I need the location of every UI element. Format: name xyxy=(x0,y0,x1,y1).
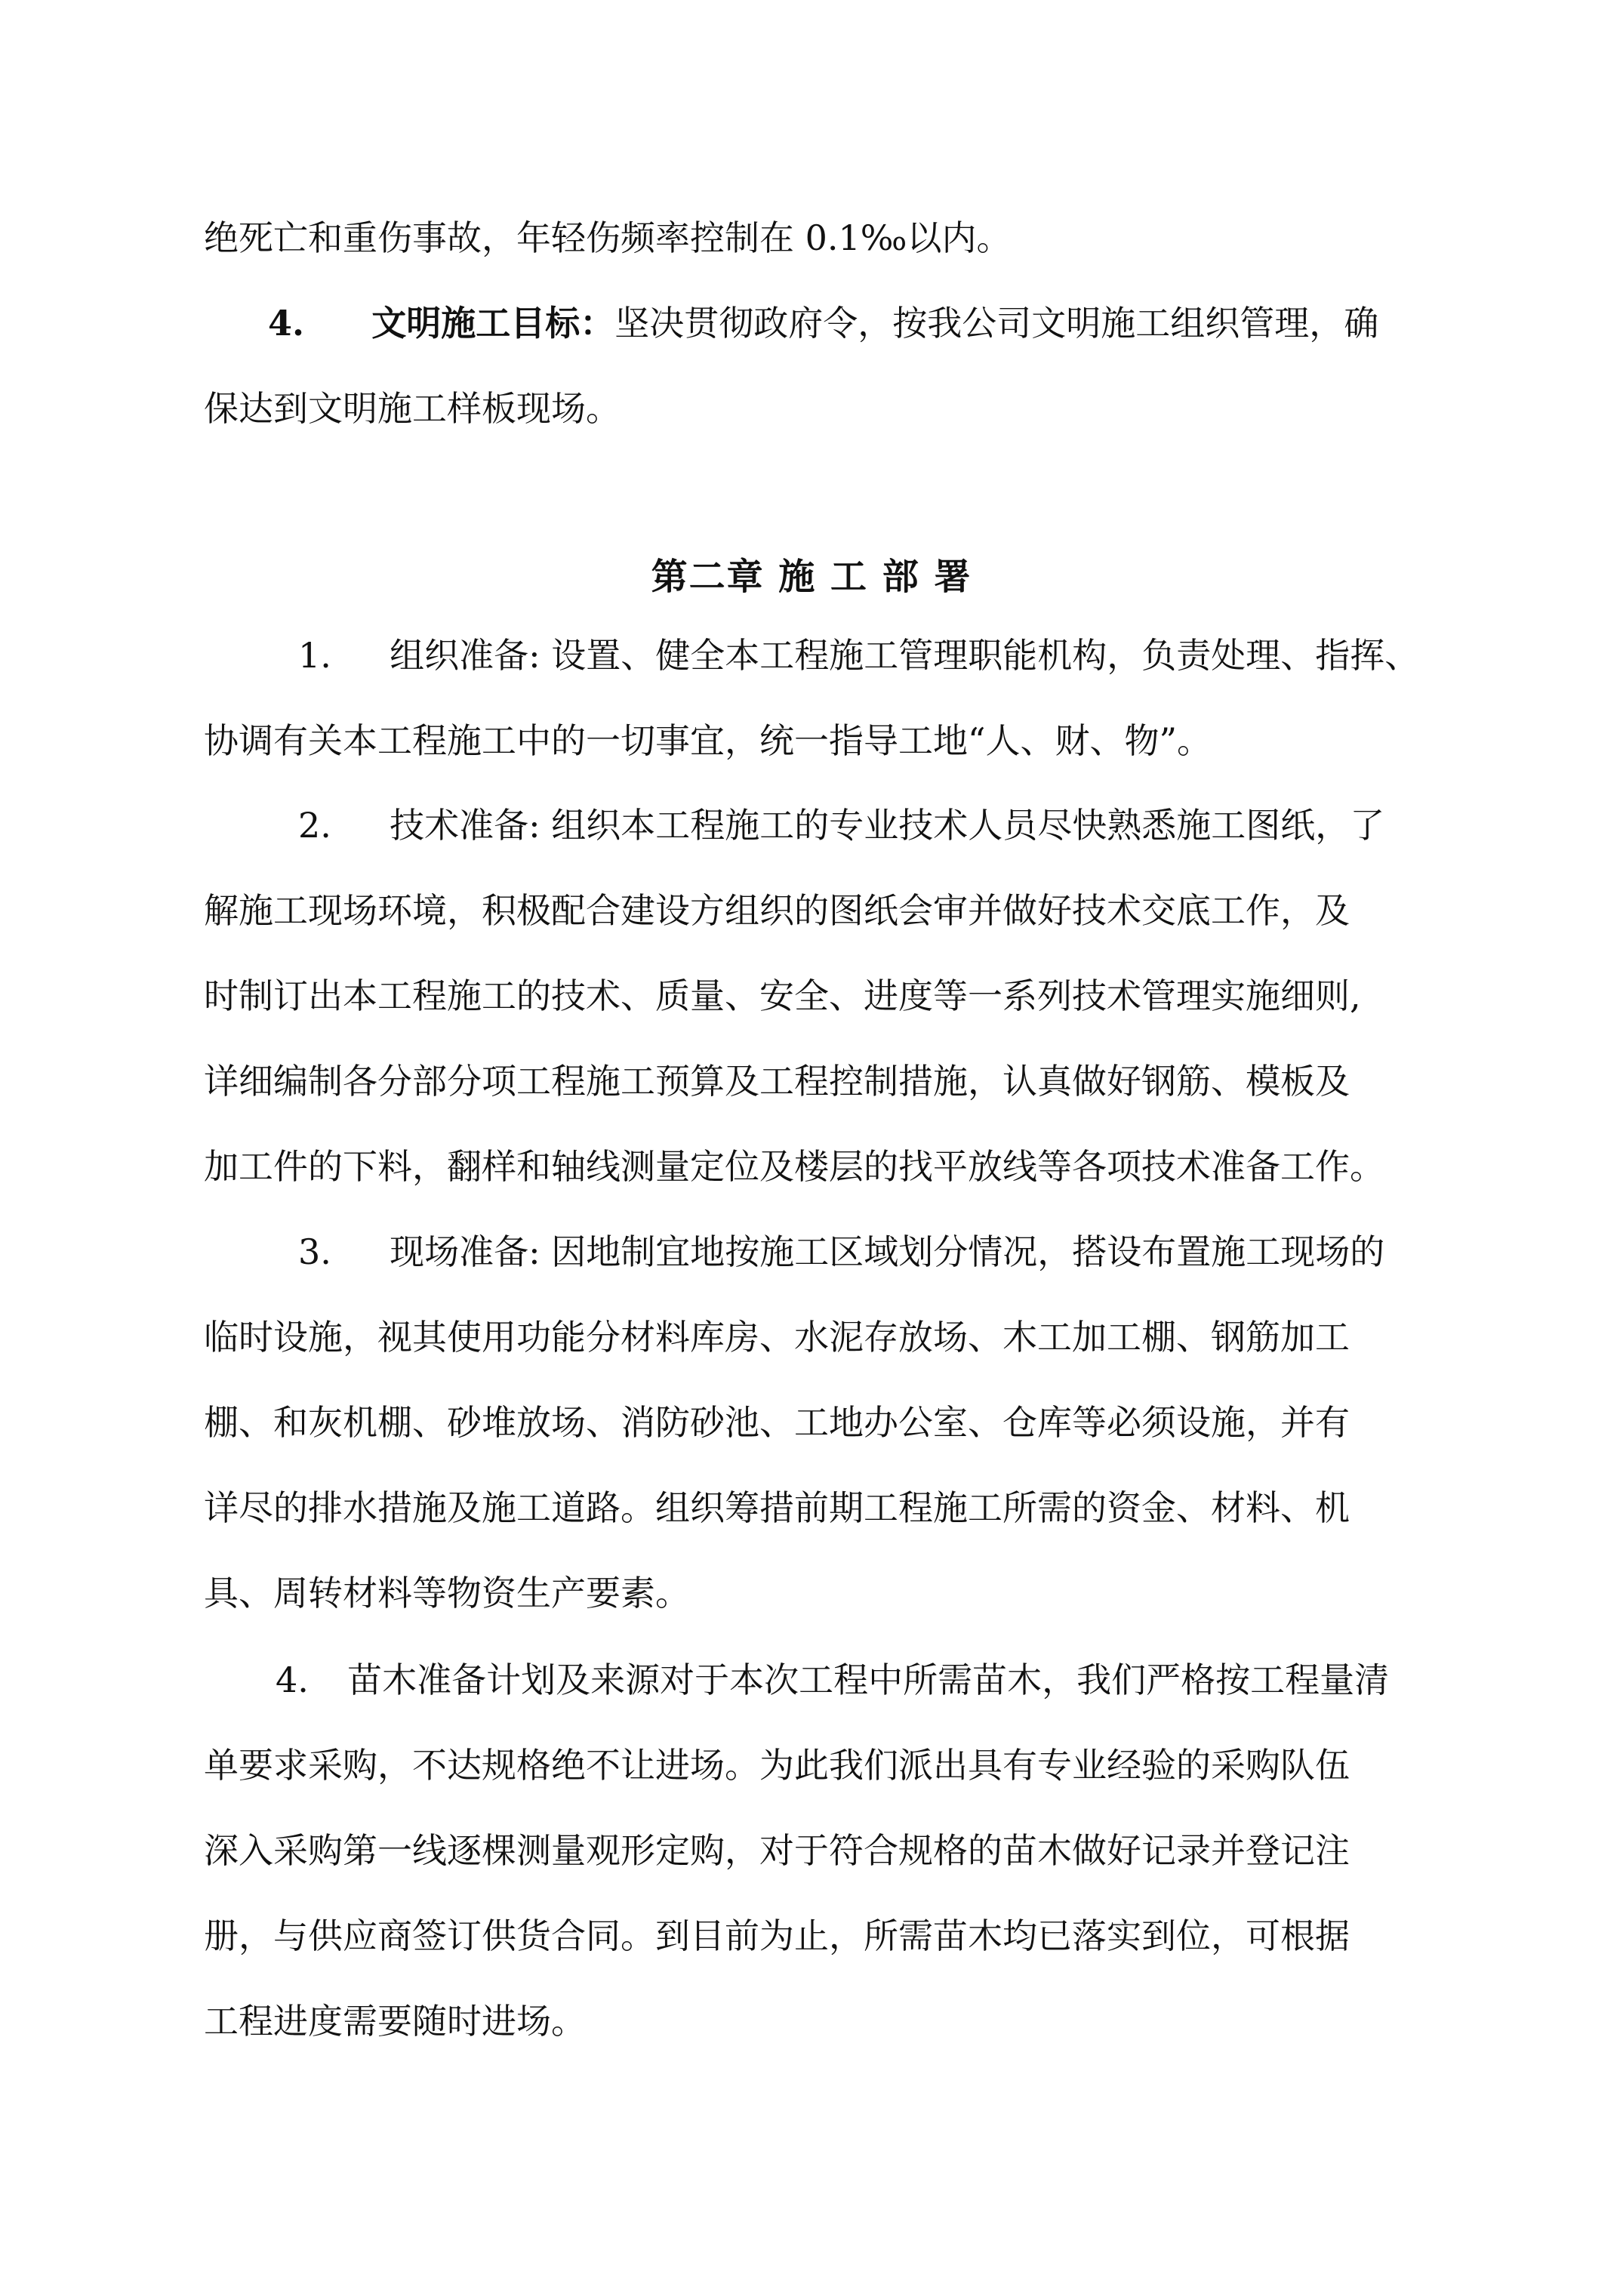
text-line: 时制订出本工程施工的技术、质量、安全、进度等一系列技术管理实施细则, xyxy=(204,975,1361,1016)
text-line: 保达到文明施工样板现场。 xyxy=(204,388,621,429)
text-line: 详尽的排水措施及施工道路。组织筹措前期工程施工所需的资金、材料、机 xyxy=(204,1487,1350,1528)
text-line: 坚决贯彻政府令，按我公司文明施工组织管理，确 xyxy=(614,303,1379,344)
list-number: 2. xyxy=(298,805,331,846)
text-line: 详细编制各分部分项工程施工预算及工程控制措施，认真做好钢筋、模板及 xyxy=(204,1061,1350,1102)
text-line: 单要求采购，不达规格绝不让进场。为此我们派出具有专业经验的采购队伍 xyxy=(204,1745,1350,1786)
paragraph-4-line-2 xyxy=(204,1745,1350,1786)
paragraph-3-line-4 xyxy=(204,1487,1350,1528)
text-line: 组织准备: 设置、健全本工程施工管理职能机构，负责处理、指挥、 xyxy=(390,635,1420,676)
paragraph-2-line-5 xyxy=(204,1146,1384,1187)
text-line: 协调有关本工程施工中的一切事宜，统一指导工地“人、财、物”。 xyxy=(204,720,1212,761)
paragraph-civilized-goal-cont xyxy=(204,388,621,429)
text-line: 苗木准备计划及来源对于本次工程中所需苗木，我们严格按工程量清 xyxy=(347,1660,1390,1700)
paragraph-civilized-goal xyxy=(268,303,1379,344)
paragraph-2-line-4 xyxy=(204,1061,1350,1102)
paragraph-3-line-5 xyxy=(204,1573,690,1613)
paragraph-4-line-3 xyxy=(204,1830,1350,1871)
text-line: 加工件的下料，翻样和轴线测量定位及楼层的找平放线等各项技术准备工作。 xyxy=(204,1146,1384,1187)
text-line: 棚、和灰机棚、砂堆放场、消防砂池、工地办公室、仓库等必须设施，并有 xyxy=(204,1402,1350,1443)
chapter-heading: 第二章 施 工 部 署 xyxy=(651,556,972,598)
text-line: 现场准备: 因地制宜地按施工区域划分情况，搭设布置施工现场的 xyxy=(390,1231,1385,1272)
paragraph-1-cont xyxy=(204,720,1212,761)
paragraph-2-line-3 xyxy=(204,975,1361,1016)
text-line: 技术准备: 组织本工程施工的专业技术人员尽快熟悉施工图纸，了 xyxy=(390,805,1385,846)
goal-label: 文明施工目标： xyxy=(371,303,615,344)
text-line: 册，与供应商签订供货合同。到目前为止，所需苗木均已落实到位，可根据 xyxy=(204,1915,1350,1956)
paragraph-2 xyxy=(298,805,1385,846)
text-line: 具、周转材料等物资生产要素。 xyxy=(204,1573,690,1613)
paragraph-3-line-3 xyxy=(204,1402,1350,1443)
paragraph-4 xyxy=(276,1660,1390,1700)
list-number: 3. xyxy=(298,1231,331,1272)
paragraph-1 xyxy=(298,635,1420,676)
text-line: 绝死亡和重伤事故，年轻伤频率控制在 0.1‰以内。 xyxy=(204,217,1012,258)
text-line: 工程进度需要随时进场。 xyxy=(204,2001,586,2042)
paragraph-3 xyxy=(298,1231,1385,1272)
paragraph-safety-goal-end xyxy=(204,217,1012,258)
paragraph-4-line-5 xyxy=(204,2001,586,2042)
text-line: 深入采购第一线逐棵测量观形定购，对于符合规格的苗木做好记录并登记注 xyxy=(204,1830,1350,1871)
paragraph-3-line-2 xyxy=(204,1317,1350,1358)
paragraph-4-line-4 xyxy=(204,1915,1350,1956)
list-number: 1. xyxy=(298,635,331,676)
text-line: 临时设施，视其使用功能分材料库房、水泥存放场、木工加工棚、钢筋加工 xyxy=(204,1317,1350,1358)
list-number: 4. xyxy=(276,1660,309,1700)
list-number: 4. xyxy=(268,303,305,344)
text-line: 解施工现场环境，积极配合建设方组织的图纸会审并做好技术交底工作，及 xyxy=(204,890,1350,931)
paragraph-2-line-2 xyxy=(204,890,1350,931)
